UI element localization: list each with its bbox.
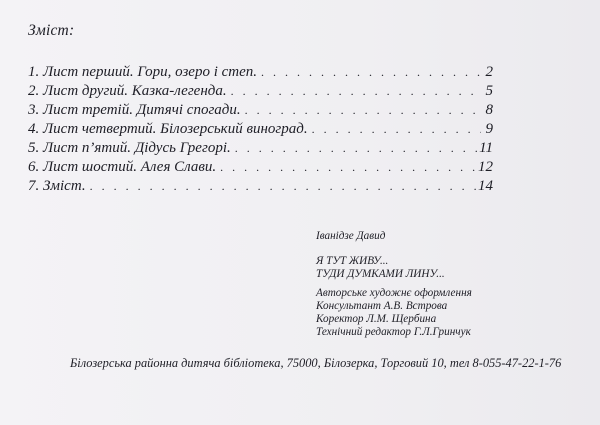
toc-entry (28, 83, 493, 102)
toc-leader-dots (245, 103, 481, 118)
credits-block (316, 230, 472, 339)
toc-entry-page: 8 (485, 102, 493, 118)
book-title-line-2: ТУДИ ДУМКАМИ ЛИНУ... (316, 268, 445, 280)
toc-leader-dots (261, 65, 481, 80)
toc-entry-title: 6. Лист шостий. Алея Слави. (28, 159, 217, 175)
toc-entry-title: 1. Лист перший. Гори, озеро і степ. (28, 64, 258, 80)
consultant-credit: Консультант А.В. Встрова (316, 300, 448, 312)
author-name: Іванідзе Давид (316, 230, 386, 242)
toc-leader-dots (312, 122, 481, 137)
toc-leader-dots (231, 84, 481, 99)
toc-entry (28, 178, 493, 197)
toc-entry-page: 11 (479, 140, 493, 156)
toc-entry-title: 7. Зміст. (28, 178, 86, 194)
toc-entry-title: 2. Лист другий. Казка-легенда. (28, 83, 227, 99)
toc-leader-dots (235, 141, 477, 156)
toc-entry (28, 140, 493, 159)
library-footer: Білозерська районна дитяча бібліотека, 75000, Білозерка, Торговий 10, тел 8-055-47-22-1-76 (70, 356, 562, 370)
toc-entry (28, 64, 493, 83)
toc-leader-dots (220, 160, 476, 175)
toc-entry-page: 2 (485, 64, 493, 80)
toc-entry-title: 5. Лист п’ятий. Дідусь Грегорі. (28, 140, 231, 156)
toc-entry-page: 12 (478, 159, 493, 175)
toc-entry-title: 3. Лист третій. Дитячі спогади. (28, 102, 241, 118)
toc-entry-page: 9 (485, 121, 493, 137)
toc-leader-dots (90, 179, 476, 194)
toc-entry-page: 14 (478, 178, 493, 194)
toc-entry-title: 4. Лист четвертий. Білозерський виноград. (28, 121, 308, 137)
book-title-line-1: Я ТУТ ЖИВУ... (316, 255, 389, 267)
design-credit: Авторське художнє оформлення (316, 287, 472, 299)
toc-entry (28, 102, 493, 121)
contents-heading: Зміст: (28, 22, 75, 39)
tech-editor-credit: Технічний редактор Г.Л.Гринчук (316, 326, 471, 338)
toc-entry (28, 121, 493, 140)
proofreader-credit: Коректор Л.М. Щербина (316, 313, 437, 325)
toc-entry-page: 5 (485, 83, 493, 99)
toc-entry (28, 159, 493, 178)
table-of-contents (28, 64, 493, 197)
